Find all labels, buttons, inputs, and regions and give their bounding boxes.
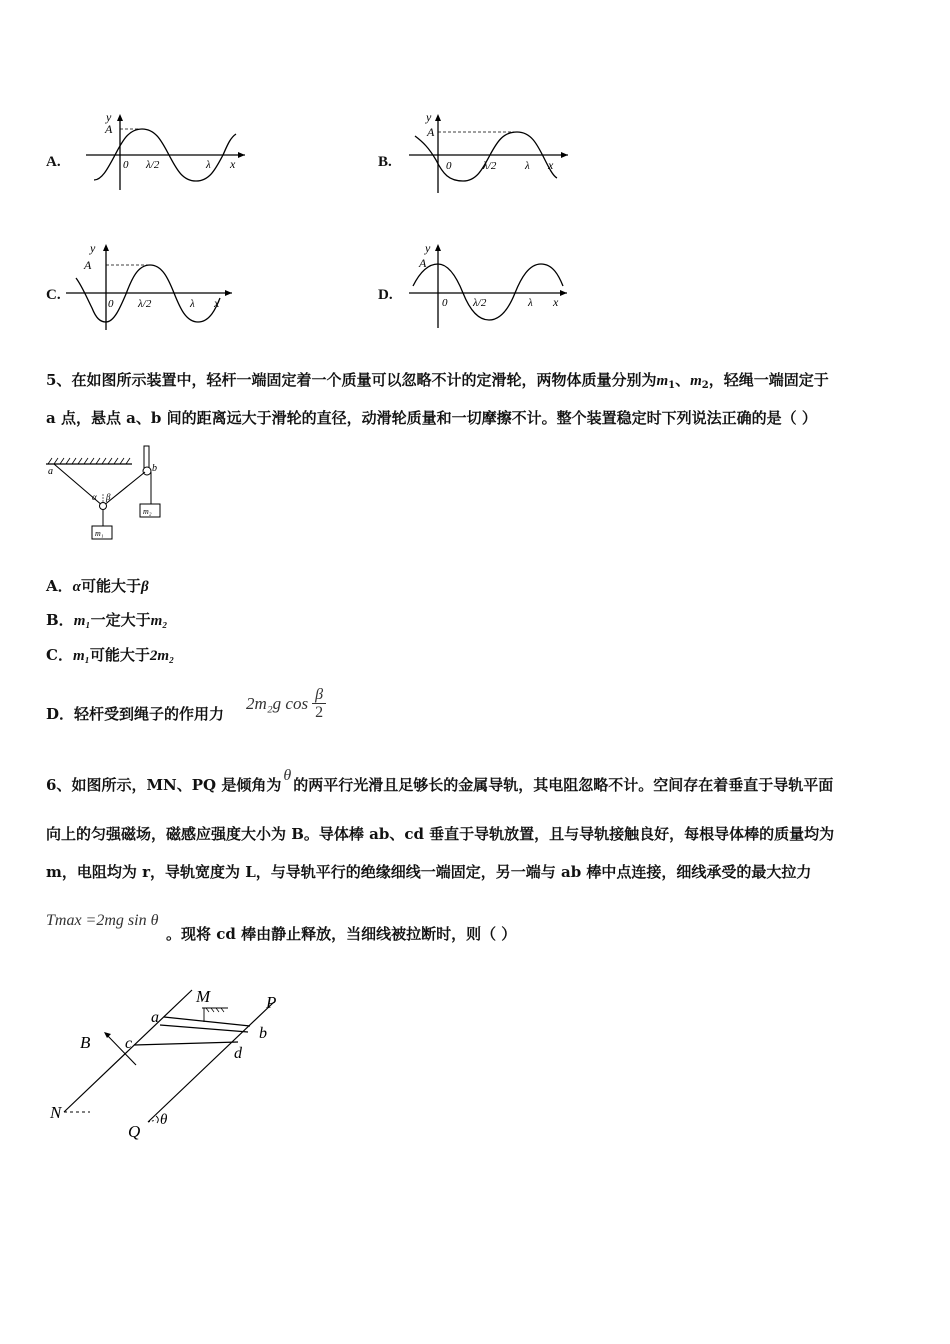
q4-option-a-half: λ/2 [146, 159, 160, 171]
q4-option-a-graph [80, 108, 260, 193]
q4-option-a-full: λ [206, 159, 211, 171]
q6-stem-line2: 向上的匀强磁场，磁感应强度大小为 B。导体棒 ab、cd 垂直于导轨放置，且与导轨接触良好，每根导体棒的质量均为 [46, 825, 835, 843]
q5-option-c-text: 可能大于 [89, 646, 150, 664]
q4-option-d-full: λ [528, 297, 533, 309]
q4-option-d-origin: 0 [442, 297, 448, 309]
q5-option-d-label: D． [46, 705, 75, 723]
q4-option-d-x: x [553, 295, 559, 309]
q5-line1: 在如图所示装置中，轻杆一端固定着一个质量可以忽略不计的定滑轮，两物体质量分别为 [71, 371, 657, 389]
q6-stem-line4: 。现将 cd 棒由静止释放，当细线被拉断时，则（ ） [166, 925, 517, 943]
q4-option-d-wave [413, 264, 563, 320]
q5-sep: 、 [675, 371, 691, 389]
q5-m1: m [656, 373, 669, 389]
q6-number: 6、 [46, 776, 72, 794]
q4-option-b-y: y [426, 110, 432, 124]
q5-m1-sub: 1 [668, 380, 676, 391]
q6-fig-theta: θ [160, 1112, 168, 1128]
q5-option-c-post: 2m₂ [149, 648, 175, 664]
q5-option-d-formula [246, 686, 326, 721]
q5-option-b-pre: m₁ [73, 613, 91, 629]
q5-option-d-text: 轻杆受到绳子的作用力 [74, 705, 225, 723]
q6-fig-b: b [259, 1025, 267, 1042]
q4-option-b-half: λ/2 [483, 160, 497, 172]
q4-option-a-x: x [230, 157, 236, 171]
q4-option-c-full: λ [190, 298, 195, 310]
q6-fig-N: N [50, 1103, 62, 1122]
q4-option-b-label[interactable]: B. [378, 154, 392, 170]
q4-option-c-origin: 0 [108, 298, 114, 310]
q5-number: 5、 [46, 371, 72, 389]
q5-option-d-frac-den: 2 [315, 704, 324, 721]
q6-fig-B: B [80, 1033, 91, 1052]
q5-pulley-figure [44, 442, 174, 542]
q5-option-b-text: 一定大于 [90, 611, 151, 629]
q5-fig-beta: β [106, 492, 111, 502]
q5-option-a-label: A． [46, 577, 73, 595]
q5-fig-box1: m₁ [95, 529, 104, 538]
q4-option-c-x: x [214, 296, 220, 310]
q5-stem-line2: a 点，悬点 a、b 间的距离远大于滑轮的直径，动滑轮质量和一切摩擦不计。整个装置稳定时下列说法正确的是（ ） [46, 409, 817, 427]
q5-stem-line1 [46, 370, 829, 396]
q5-fig-alpha: α [92, 492, 97, 502]
q4-option-b-wave [415, 132, 557, 181]
q4-option-a-y: y [106, 110, 112, 124]
q4-option-b-full: λ [525, 160, 530, 172]
q5-option-a[interactable] [46, 576, 149, 597]
q4-option-a-label[interactable]: A. [46, 154, 61, 170]
q4-option-c-amp: A [84, 258, 92, 272]
q4-option-a-origin: 0 [123, 159, 129, 171]
q6-rails-figure [44, 982, 304, 1152]
q5-fig-a: a [48, 466, 53, 477]
q6-theta: θ [283, 767, 292, 784]
q6-fig-c: c [125, 1035, 133, 1052]
q4-option-b-origin: 0 [446, 160, 452, 172]
q4-option-a-amp: A [105, 122, 113, 136]
q4-option-b-x: x [548, 158, 554, 172]
q6-stem-line3: m，电阻均为 r，导轨宽度为 L，与导轨平行的绝缘细线一端固定，另一端与 ab 棒中点连接，细线承受的最大拉力 [46, 863, 812, 881]
q6-line1-a: 如图所示，MN、PQ 是倾角为 [71, 776, 282, 794]
q5-option-c[interactable] [46, 645, 174, 666]
q4-option-b-graph [405, 108, 585, 193]
q6-fig-d: d [234, 1045, 242, 1062]
q4-option-c-label[interactable]: C. [46, 287, 61, 303]
q6-fig-Q: Q [128, 1122, 141, 1141]
q5-m2-sub: 2 [701, 380, 709, 391]
q4-option-b-amp: A [427, 125, 435, 139]
q6-fig-M: M [196, 987, 211, 1006]
q5-option-b-post: m₂ [150, 613, 168, 629]
q4-option-c-half: λ/2 [138, 298, 152, 310]
q5-option-a-pre: α [72, 579, 81, 595]
q5-option-b-label: B． [46, 611, 74, 629]
q6-line1-b: 的两平行光滑且足够长的金属导轨，其电阻忽略不计。空间存在着垂直于导轨平面 [293, 776, 834, 794]
q6-fig-a: a [151, 1009, 159, 1026]
q4-option-c-graph [62, 238, 242, 330]
q5-option-d-frac-num: β [315, 686, 324, 703]
q5-option-a-post: β [140, 579, 149, 595]
q5-option-c-label: C． [46, 646, 73, 664]
q5-m2: m [690, 373, 702, 389]
q5-option-d[interactable] [46, 704, 224, 724]
q4-option-d-amp: A [419, 256, 427, 270]
q5-fig-box2: m₂ [143, 507, 152, 516]
q5-option-a-text: 可能大于 [80, 577, 141, 595]
q4-option-c-y: y [90, 241, 96, 255]
q4-option-d-y: y [425, 241, 431, 255]
q5-line1-end: ，轻绳一端固定于 [708, 371, 829, 389]
q6-formula: Tmax =2mg sin θ [46, 912, 159, 929]
q5-option-b[interactable] [46, 610, 168, 631]
q5-fig-b: b [152, 463, 157, 474]
q5-option-d-formula-text: 2m₂g cos [246, 693, 309, 713]
q6-fig-P: P [266, 993, 277, 1012]
q5-option-c-pre: m₁ [72, 648, 90, 664]
q4-option-d-label[interactable]: D. [378, 287, 393, 303]
q4-option-d-half: λ/2 [473, 297, 487, 309]
q4-option-d-graph [405, 238, 585, 330]
q6-stem-line1 [46, 767, 834, 796]
